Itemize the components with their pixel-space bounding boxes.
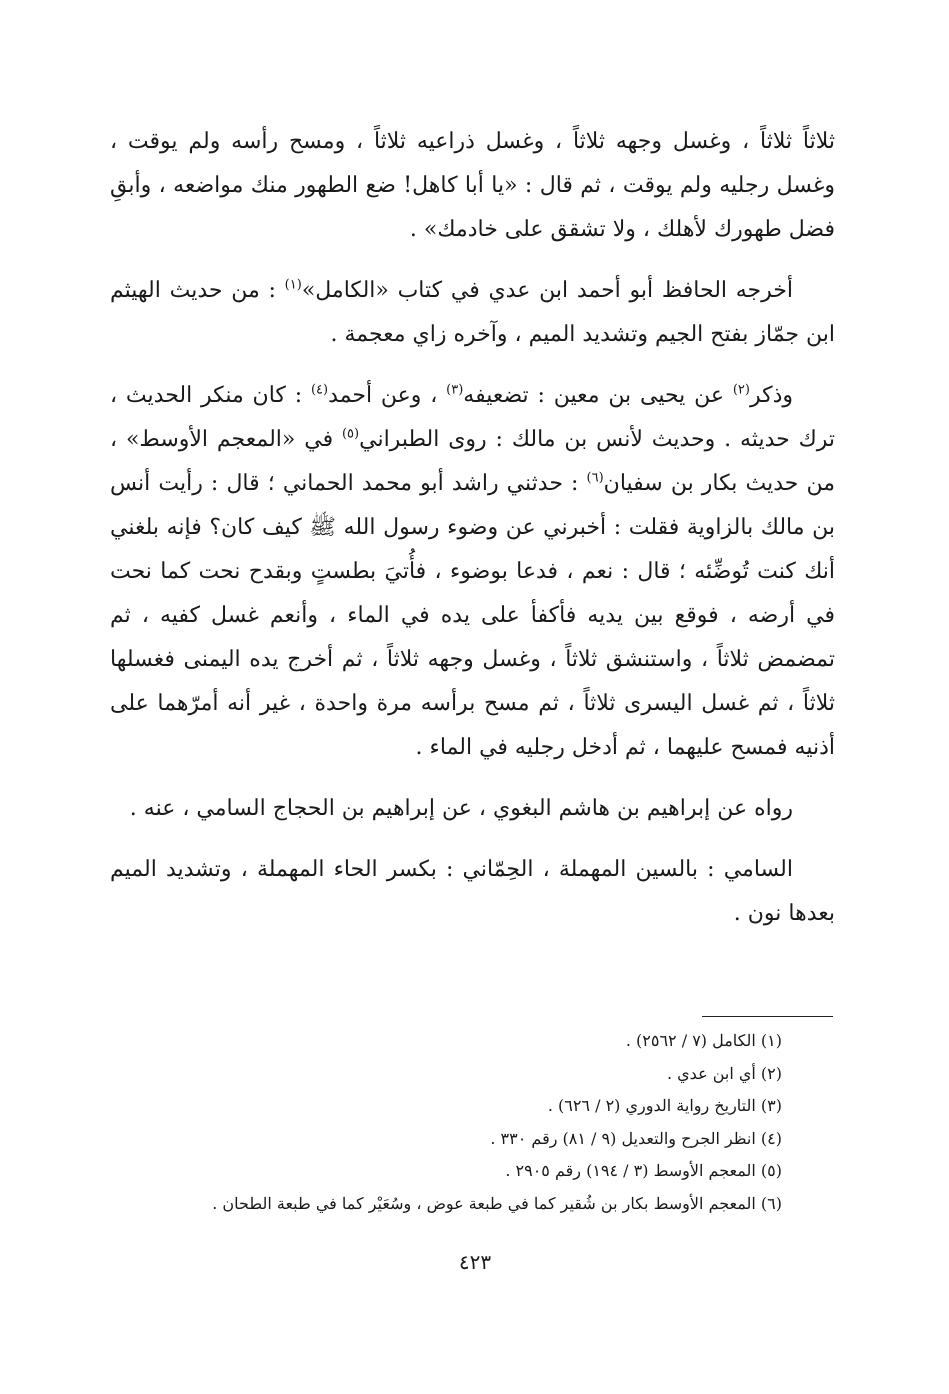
footnote-ref-6[interactable]: (٦) bbox=[586, 470, 604, 486]
footnote-1: (١) الكامل (٧ / ٢٥٦٢) . bbox=[625, 1031, 782, 1050]
footnote-ref-5[interactable]: (٥) bbox=[341, 426, 360, 442]
paragraph-2-text-b: : من حديث الهيثم ابن جمّاز بفتح الجيم وتشديد الميم ، وآخره زاي معجمة . bbox=[110, 278, 835, 347]
footnote-2: (٢) أي ابن عدي . bbox=[666, 1063, 782, 1083]
paragraph-3-text-e: في «المعجم الأوسط» ، من حديث بكار بن سفيان bbox=[110, 427, 835, 496]
footnote-4: (٤) انظر الجرح والتعديل (٩ / ٨١) رقم ٣٣٠ . bbox=[490, 1128, 782, 1148]
footnotes bbox=[150, 1025, 782, 1220]
paragraph-2-text-a: أخرجه الحافظ أبو أحمد ابن عدي في كتاب «الكامل» bbox=[301, 278, 793, 303]
footnote-ref-1[interactable]: (١) bbox=[284, 277, 302, 293]
footnote-5: (٥) المعجم الأوسط (٣ / ١٩٤) رقم ٢٩٠٥ . bbox=[505, 1161, 782, 1180]
paragraph-5: السامي : بالسين المهملة ، الحِمّاني : بكسر الحاء المهملة ، وتشديد الميم بعدها نون . bbox=[110, 857, 835, 926]
paragraph-3-text-f: : حدثني راشد أبو محمد الحماني ؛ قال : رأيت أنس بن مالك بالزاوية فقلت : أخبرني عن وضوء رسول الله ﷺ كيف كان؟ فإنه بلغني أنك كنت تُوضِّئه ؛ قال : نعم ، فدعا بوضوء ، فأُتيَ بطستٍ وبقدح نحت كما نحت في أرضه ، فوقع بين يديه فأكفأ على يده في الماء ، وأنعم غسل كفيه ، ثم تمضمض ثلاثاً ، واستنشق ثلاثاً ، وغسل وجهه ثلاثاً ، ثم أخرج يده اليمنى فغسلها ثلاثاً ، ثم غسل اليسرى ثلاثاً ، ثم مسح برأسه مرة واحدة ، غير أنه أمرّهما على أذنيه فمسح عليهما ، ثم أدخل رجليه في الماء . bbox=[110, 471, 835, 760]
footnote-3: (٣) التاريخ رواية الدوري (٢ / ٦٢٦) . bbox=[547, 1096, 782, 1115]
paragraph-3-text-a: وذكر bbox=[749, 383, 794, 408]
footnote-6: (٦) المعجم الأوسط بكار بن شُقير كما في طبعة عوض ، وسُعَيْر كما في طبعة الطحان . bbox=[212, 1193, 782, 1213]
footnote-divider bbox=[702, 1016, 833, 1017]
paragraph-4: رواه عن إبراهيم بن هاشم البغوي ، عن إبراهيم بن الحجاج السامي ، عنه . bbox=[129, 796, 793, 821]
paragraph-2 bbox=[110, 269, 835, 357]
main-text bbox=[110, 120, 835, 953]
footnote-ref-4[interactable]: (٤) bbox=[310, 382, 329, 398]
page-number: ٤٢٣ bbox=[458, 1250, 492, 1274]
paragraph-3-text-b: عن يحيى بن معين : تضعيفه bbox=[463, 383, 733, 408]
paragraph-3 bbox=[110, 374, 835, 770]
paragraph-3-text-c: ، وعن أحمد bbox=[328, 383, 447, 408]
paragraph-1: ثلاثاً ثلاثاً ، وغسل وجهه ثلاثاً ، وغسل ذراعيه ثلاثاً ، ومسح رأسه ولم يوقت ، وغسل رجليه ولم يوقت ، ثم قال : «يا أبا كاهل! ضع الطهور منك مواضعه ، وأبقِ فضل طهورك لأهلك ، ولا تشقق على خادمك» . bbox=[110, 129, 835, 242]
paragraph-3-text-d: : كان منكر الحديث ، ترك حديثه . وحديث لأنس بن مالك : روى الطبراني bbox=[110, 383, 835, 452]
footnote-ref-3[interactable]: (٣) bbox=[446, 382, 464, 398]
footnote-ref-2[interactable]: (٢) bbox=[732, 382, 750, 398]
